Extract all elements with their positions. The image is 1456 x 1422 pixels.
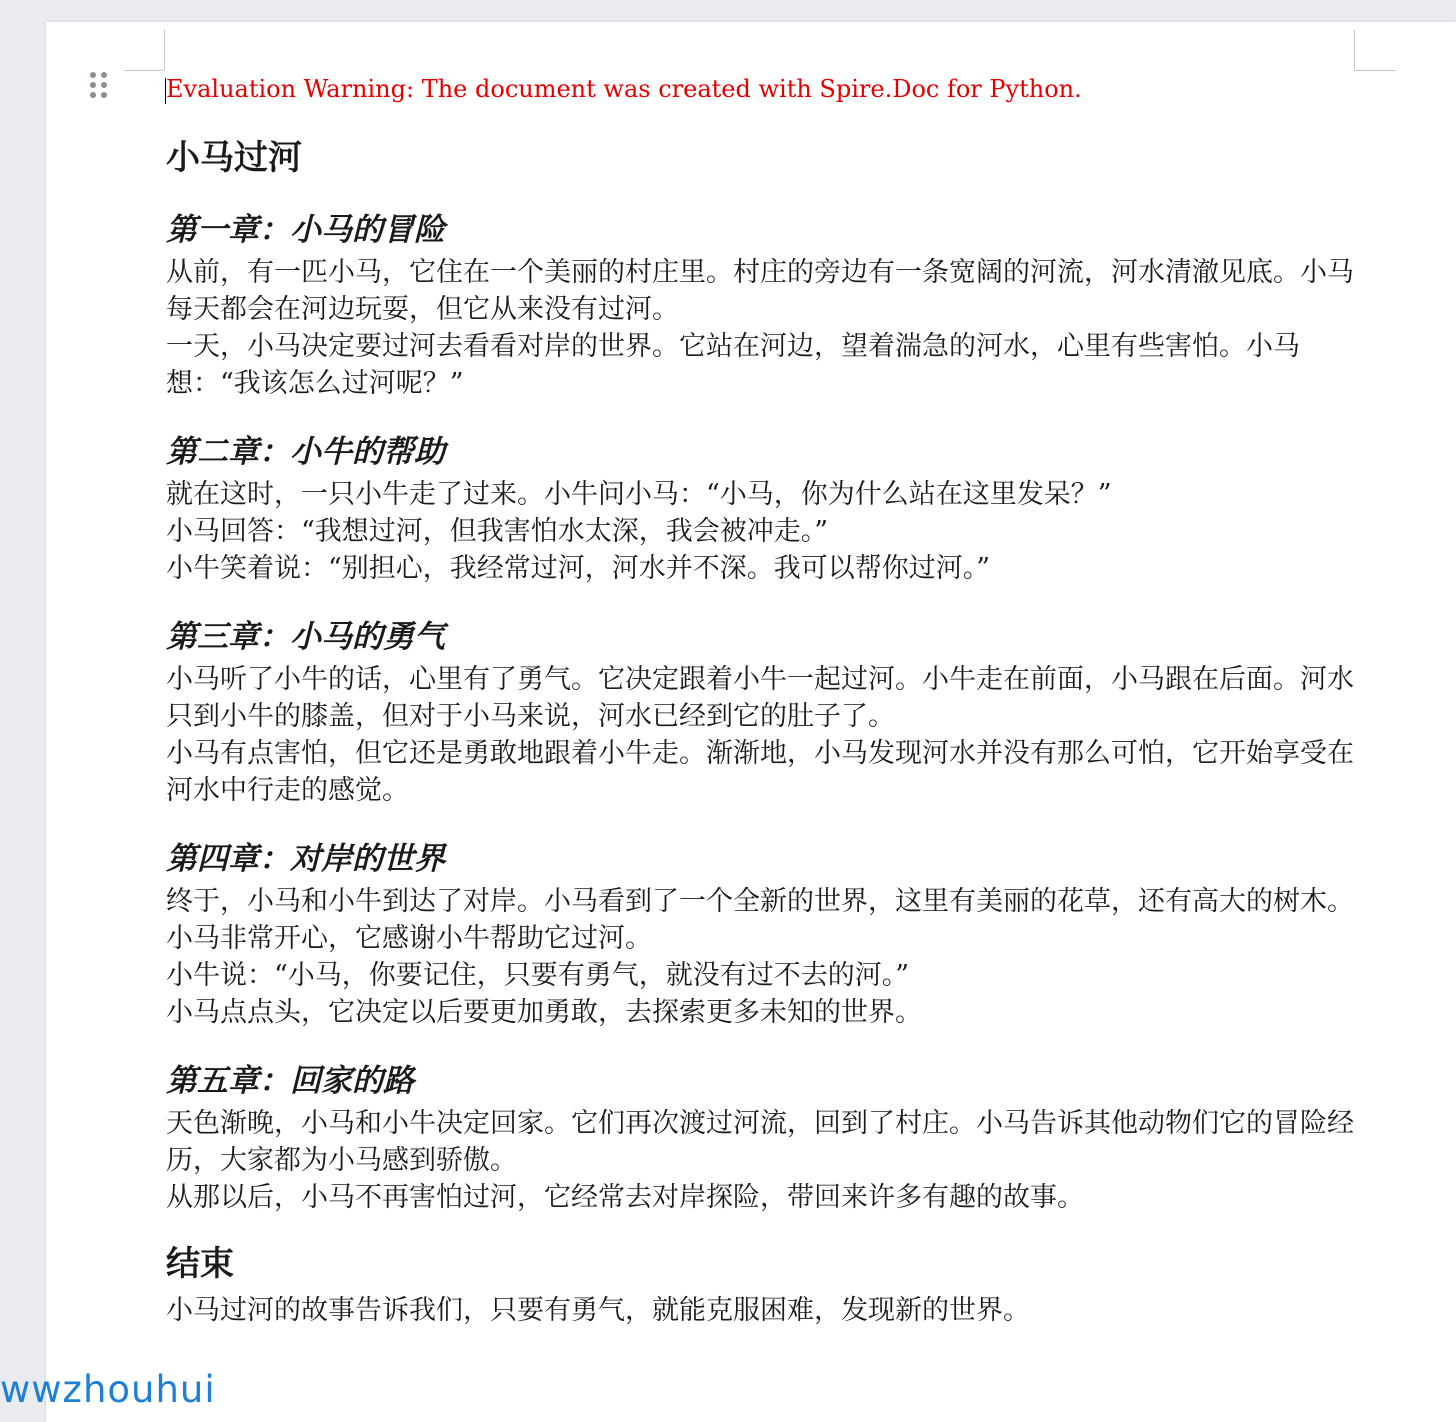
chapter-heading: 第五章：回家的路 — [166, 1063, 414, 1099]
drag-dot — [90, 92, 96, 98]
ending-section — [166, 1242, 1356, 1329]
chapter-5 — [166, 1061, 1356, 1216]
paragraph: 小牛说：“小马，你要记住，只要有勇气，就没有过不去的河。” — [166, 960, 910, 991]
chapter-3 — [166, 617, 1356, 809]
paragraph: 终于，小马和小牛到达了对岸。小马看到了一个全新的世界，这里有美丽的花草，还有高大的树木。小马非常开心，它感谢小牛帮助它过河。 — [166, 886, 1354, 954]
drag-dot — [101, 82, 107, 88]
paragraph: 小马点点头，它决定以后要更加勇敢，去探索更多未知的世界。 — [166, 997, 922, 1028]
paragraph: 小马过河的故事告诉我们，只要有勇气，就能克服困难，发现新的世界。 — [166, 1295, 1030, 1326]
drag-dot — [101, 92, 107, 98]
crop-mark-top-right-horizontal — [1354, 70, 1396, 71]
watermark-text: wwzhouhui — [0, 1368, 216, 1411]
paragraph: 小牛笑着说：“别担心，我经常过河，河水并不深。我可以帮你过河。” — [166, 553, 991, 584]
paragraph: 天色渐晚，小马和小牛决定回家。它们再次渡过河流，回到了村庄。小马告诉其他动物们它的冒险经历，大家都为小马感到骄傲。 — [166, 1108, 1354, 1176]
document-body[interactable] — [166, 70, 1356, 1329]
chapter-heading: 第三章：小马的勇气 — [166, 619, 445, 655]
ending-heading: 结束 — [166, 1244, 234, 1284]
chapter-heading: 第一章：小马的冒险 — [166, 212, 445, 248]
crop-mark-top-right-vertical — [1354, 30, 1355, 70]
paragraph: 从前，有一匹小马，它住在一个美丽的村庄里。村庄的旁边有一条宽阔的河流，河水清澈见底。小马每天都会在河边玩耍，但它从来没有过河。 — [166, 257, 1354, 325]
paragraph: 从那以后，小马不再害怕过河，它经常去对岸探险，带回来许多有趣的故事。 — [166, 1182, 1084, 1213]
paragraph: 小马有点害怕，但它还是勇敢地跟着小牛走。渐渐地，小马发现河水并没有那么可怕，它开始享受在河水中行走的感觉。 — [166, 738, 1354, 806]
crop-mark-top-left-horizontal — [124, 70, 164, 71]
paragraph: 一天，小马决定要过河去看看对岸的世界。它站在河边，望着湍急的河水，心里有些害怕。小马想：“我该怎么过河呢？” — [166, 331, 1300, 399]
drag-dot — [101, 72, 107, 78]
drag-handle-icon[interactable] — [90, 72, 108, 100]
paragraph: 小马回答：“我想过河，但我害怕水太深，我会被冲走。” — [166, 516, 829, 547]
document-title: 小马过河 — [166, 138, 302, 178]
crop-mark-top-left-vertical — [164, 30, 165, 70]
paragraph: 小马听了小牛的话，心里有了勇气。它决定跟着小牛一起过河。小牛走在前面，小马跟在后面。河水只到小牛的膝盖，但对于小马来说，河水已经到它的肚子了。 — [166, 664, 1354, 732]
chapter-heading: 第二章：小牛的帮助 — [166, 434, 445, 470]
evaluation-warning: Evaluation Warning: The document was created with Spire.Doc for Python. — [166, 75, 1082, 103]
chapter-1 — [166, 210, 1356, 402]
chapter-2 — [166, 432, 1356, 587]
chapter-4 — [166, 839, 1356, 1031]
paragraph: 就在这时，一只小牛走了过来。小牛问小马：“小马，你为什么站在这里发呆？” — [166, 479, 1112, 510]
drag-dot — [90, 82, 96, 88]
chapter-heading: 第四章：对岸的世界 — [166, 841, 445, 877]
document-page[interactable] — [46, 22, 1456, 1422]
drag-dot — [90, 72, 96, 78]
